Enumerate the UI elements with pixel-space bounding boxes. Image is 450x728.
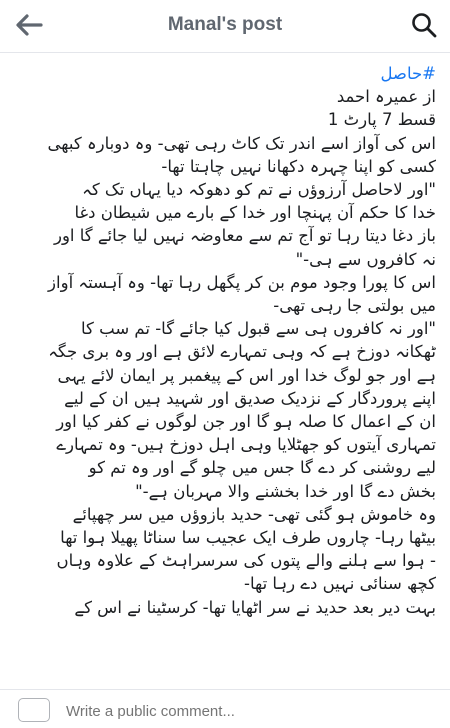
comment-input[interactable] xyxy=(64,698,328,724)
search-button[interactable] xyxy=(410,11,438,39)
post-content xyxy=(0,62,450,692)
hashtag-link[interactable]: #حاصل xyxy=(380,64,436,83)
camera-icon[interactable] xyxy=(18,698,50,722)
post-line: وہ خاموش ہو گئی تھی- حدید بازوؤں میں سر چھپائے xyxy=(72,504,436,524)
post-line: ہے اور جو لوگ خدا اور اس کے پیغمبر پر ایمان لائے یہی xyxy=(57,365,436,385)
post-line: ٹھکانہ دوزخ ہے کہ وہی تمہارے لائق ہے اور وہ بری جگہ xyxy=(48,342,436,362)
post-line: کسی کو اپنا چہرہ دکھانا نہیں چاہتا تھا- xyxy=(161,156,436,176)
post-line: بہت دیر بعد حدید نے سر اٹھایا تھا- کرسٹینا نے اس کے xyxy=(74,597,436,617)
post-body xyxy=(0,62,450,619)
post-line: باز دغا دیتا رہا تو آج تم سے معاوضہ نہیں لیا جائے گا اور xyxy=(54,226,436,246)
post-line: تمہاری آیتوں کو جھٹلایا وہی اہل دوزخ ہیں- وہ تمہارے xyxy=(56,435,436,455)
page-title: Manal's post xyxy=(167,14,283,35)
search-icon xyxy=(410,11,438,39)
post-line: بخش دے گا اور خدا بخشنے والا مہربان ہے-" xyxy=(135,481,436,501)
post-line: - ہوا سے ہلنے والے پتوں کی سرسراہٹ کے علاوہ وہاں xyxy=(56,551,436,571)
post-line: اس کا پورا وجود موم بن کر پگھل رہا تھا- وہ آہستہ آواز xyxy=(48,272,436,292)
comment-composer xyxy=(0,689,450,728)
post-line: میں بولتی جا رہی تھی- xyxy=(273,296,436,316)
post-line: "اور لاحاصل آرزوؤں نے تم کو دھوکہ دیا یہاں تک کہ xyxy=(82,180,436,200)
post-line: قسط 7 پارٹ 1 xyxy=(327,110,436,130)
post-line: "اور نہ کافروں ہی سے قبول کیا جائے گا- تم سب کا xyxy=(81,319,436,339)
post-line: از عمیرہ احمد xyxy=(336,87,436,107)
post-line: ان کے اعمال کا صلہ ہو گا اور جن لوگوں نے کفر کیا اور xyxy=(56,412,436,432)
post-line: بیٹھا رہا- چاروں طرف ایک عجیب سا سناٹا پھیلا ہوا تھا xyxy=(60,528,436,548)
post-line: اپنے پروردگار کے نزدیک صدیق اور شہید ہیں ان کے لیے xyxy=(64,388,436,408)
top-bar xyxy=(0,0,450,53)
post-line: لیے روشنی کر دے گا جس میں چلو گے اور وہ تم کو xyxy=(88,458,436,478)
post-line: کچھ سنائی نہیں دے رہا تھا- xyxy=(244,574,436,594)
post-line: نہ کافروں سے ہی-" xyxy=(295,249,436,269)
post-line: اس کی آواز اسے اندر تک کاٹ رہی تھی- وہ دوبارہ کبھی xyxy=(47,133,436,153)
post-line: خدا کا حکم آن پہنچا اور خدا کے بارے میں شیطان دغا xyxy=(74,203,436,223)
